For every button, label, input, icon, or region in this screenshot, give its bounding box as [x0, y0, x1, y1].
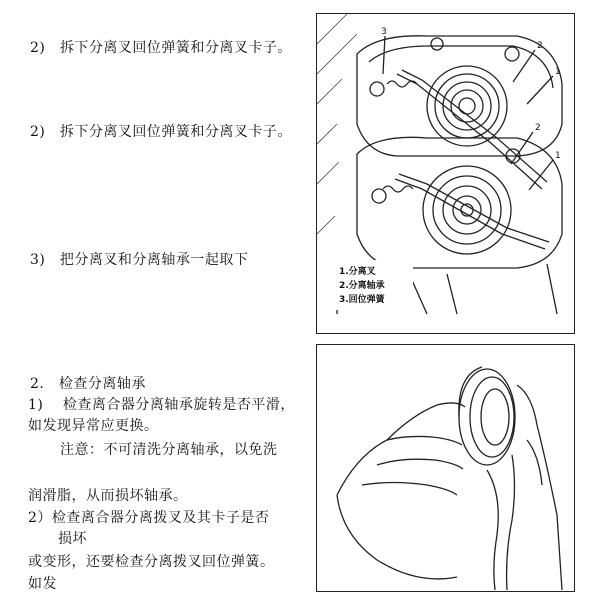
- note-line: 注意：不可清洗分离轴承，以免洗: [60, 442, 278, 458]
- check-line-7: 如发: [28, 576, 57, 592]
- bearing-check-figure: [316, 344, 575, 592]
- check-line-2: 如发现异常应更换。: [28, 418, 159, 434]
- legend-item-fork: 1.分离叉: [339, 267, 376, 277]
- callout-2-top: 2: [537, 41, 543, 51]
- check-line-3: 润滑脂，从而损坏轴承。: [28, 488, 188, 504]
- step-remove-spring-2: 2) 拆下分离叉回位弹簧和分离叉卡子。: [30, 124, 292, 140]
- check-line-4: 2）检查离合器分离拨叉及其卡子是否: [28, 510, 270, 526]
- step-remove-fork: 3) 把分离叉和分离轴承一起取下: [30, 252, 249, 268]
- callout-1-top: 1: [555, 67, 561, 77]
- check-line-1: 1) 检查离合器分离轴承旋转是否平滑，: [28, 397, 295, 413]
- legend-item-bearing: 2.分离轴承: [339, 281, 385, 291]
- callout-3-top: 3: [381, 27, 387, 37]
- check-line-5: 损坏: [58, 531, 87, 547]
- check-line-6: 或变形，还要检查分离拨叉回位弹簧。: [28, 554, 275, 570]
- callout-1-bottom: 1: [555, 151, 561, 161]
- step-remove-spring-1: 2) 拆下分离叉回位弹簧和分离叉卡子。: [30, 40, 292, 56]
- callout-2-bottom: 2: [535, 123, 541, 133]
- clutch-fork-figure: [316, 13, 575, 334]
- hand-bearing-drawing: [317, 345, 573, 590]
- clutch-fork-drawing: [317, 14, 573, 332]
- section-heading: 2. 检查分离轴承: [30, 376, 146, 392]
- legend-item-spring: 3.回位弹簧: [339, 295, 385, 305]
